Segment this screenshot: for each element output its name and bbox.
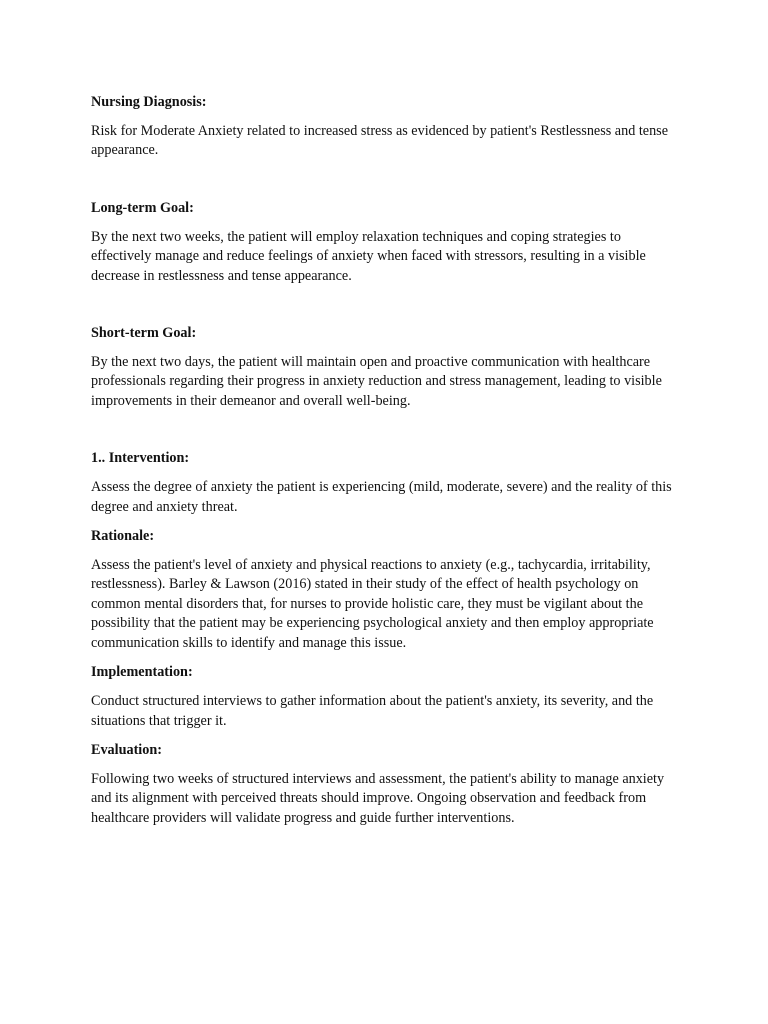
long-term-goal-heading: Long-term Goal: [91,199,194,216]
intervention-heading: 1.. Intervention: [91,450,190,467]
implementation-text: Conduct structured interviews to gather information about the patient's anxiety, its severity, and the situations that trigger it. [91,693,654,729]
short-term-goal-section [91,324,681,411]
evaluation-heading: Evaluation: [91,741,162,758]
evaluation-section [91,741,681,828]
nursing-diagnosis-text: Risk for Moderate Anxiety related to increased stress as evidenced by patient's Restlessness and tense appearance. [91,123,668,159]
implementation-section [91,663,681,731]
long-term-goal-text: By the next two weeks, the patient will employ relaxation techniques and coping strategies to effectively manage and reduce feelings of anxiety when faced with stressors, resulting in a visible decrease in restlessness and tense appearance. [91,228,646,284]
rationale-section [91,527,681,653]
nursing-diagnosis-section [91,93,681,161]
document-page [91,93,681,838]
short-term-goal-heading: Short-term Goal: [91,325,197,342]
long-term-goal-section [91,199,681,286]
evaluation-text: Following two weeks of structured interviews and assessment, the patient's ability to manage anxiety and its alignment with perceived threats should improve. Ongoing observation and feedback from healthcare providers will validate progress and guide further interventions. [91,770,665,826]
rationale-heading: Rationale: [91,528,155,545]
intervention-text: Assess the degree of anxiety the patient is experiencing (mild, moderate, severe) and the reality of this degree and anxiety threat. [91,479,672,515]
short-term-goal-text: By the next two days, the patient will maintain open and proactive communication with healthcare professionals regarding their progress in anxiety reduction and stress management, leading to visible improvements in their demeanor and overall well-being. [91,354,662,409]
implementation-heading: Implementation: [91,664,193,681]
intervention-section [91,449,681,517]
rationale-text: Assess the patient's level of anxiety and physical reactions to anxiety (e.g., tachycardia, irritability, restlessness). Barley & Lawson (2016) stated in their study of the effect of health psychology on common mental disorders that, for nurses to provide holistic care, they must be vigilant about the possibility that the patient may be experiencing psychological anxiety and then employ appropriate communication skills to identify and manage this issue. [91,557,654,651]
nursing-diagnosis-heading: Nursing Diagnosis: [91,94,207,110]
